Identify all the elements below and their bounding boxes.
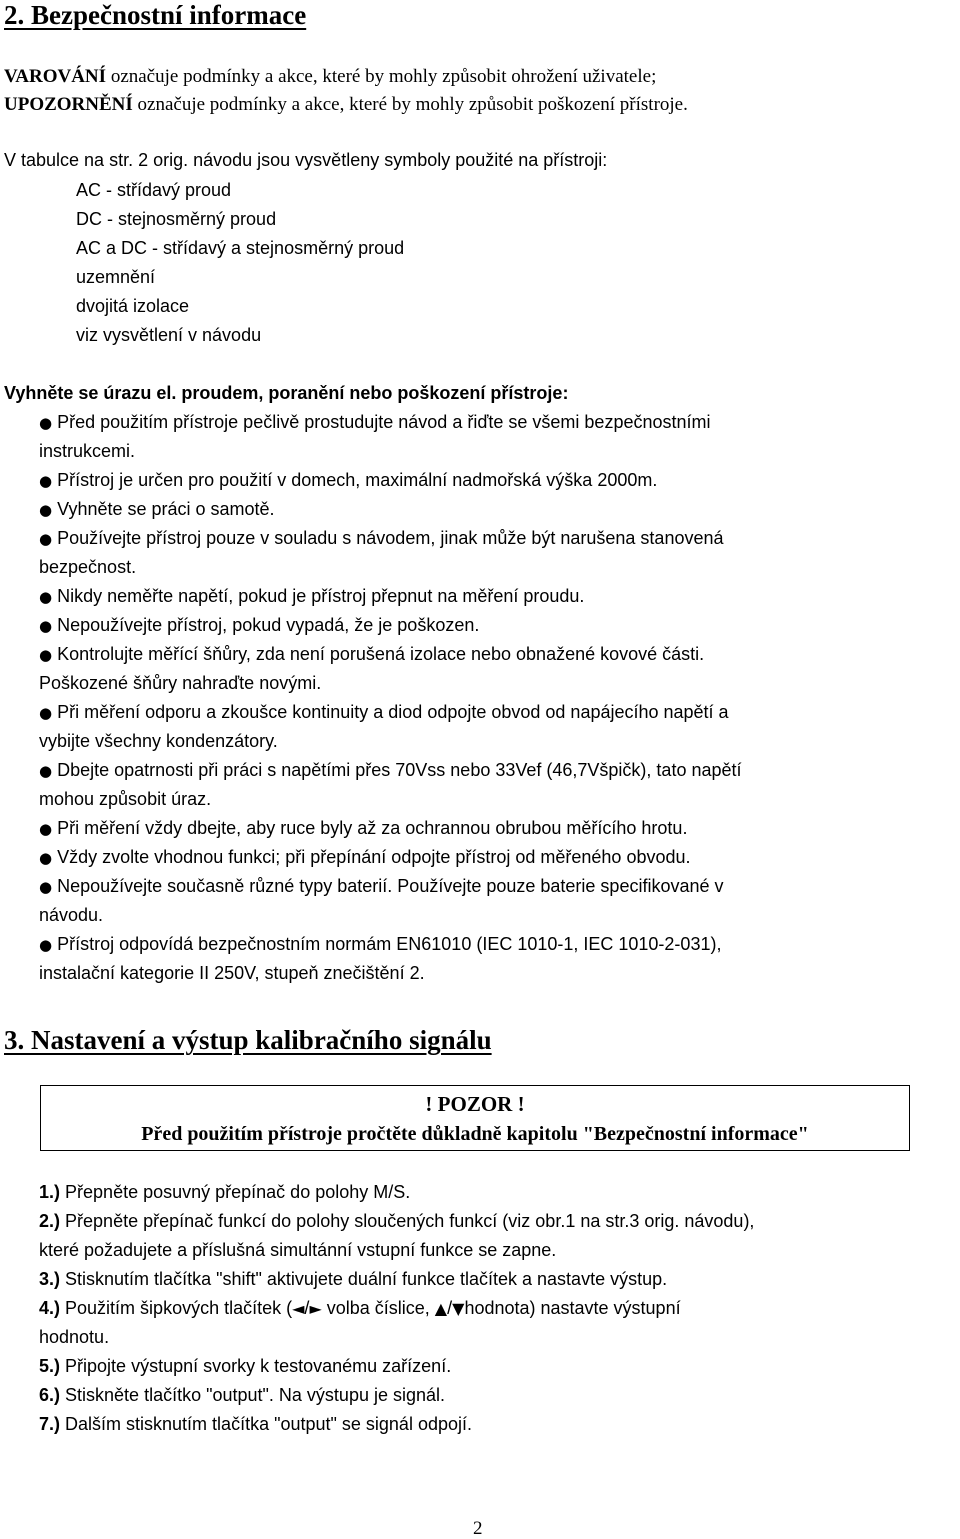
bullet-item: ● Vyhněte se práci o samotě. [39, 499, 275, 519]
step-number: 7.) [39, 1414, 61, 1434]
step-item: 2.) Přepněte přepínač funkcí do polohy sloučených funkcí (viz obr.1 na str.3 orig. návodu), [39, 1211, 755, 1231]
section-3-title: 3. Nastavení a výstup kalibračního signálu [4, 1025, 492, 1055]
caution-text: označuje podmínky a akce, které by mohly způsobit poškození přístroje. [132, 94, 688, 115]
bullet-item: ● Nepoužívejte přístroj, pokud vypadá, že je poškozen. [39, 615, 480, 635]
bullet-item: ● Kontrolujte měřící šňůry, zda není porušená izolace nebo obnažené kovové části. [39, 644, 705, 664]
bullet-item: ● Nikdy neměřte napětí, pokud je přístroj přepnut na měření proudu. [39, 586, 585, 606]
left-arrow-icon: ◄ [292, 1299, 305, 1318]
bullet-continuation: Poškozené šňůry nahraďte novými. [39, 673, 322, 693]
step-item: 1.) Přepněte posuvný přepínač do polohy M/S. [39, 1182, 411, 1202]
step-item: 6.) Stiskněte tlačítko "output". Na výstupu je signál. [39, 1385, 446, 1405]
bullet-icon: ● [39, 617, 53, 635]
bullet-icon: ● [39, 820, 53, 838]
step-continuation: hodnotu. [39, 1327, 110, 1347]
bullet-item: ● Přístroj je určen pro použití v domech, maximální nadmořská výška 2000m. [39, 470, 658, 490]
symbol-item: uzemnění [76, 267, 156, 287]
bullet-icon: ● [39, 936, 53, 954]
step-number: 2.) [39, 1211, 61, 1231]
step-number: 4.) [39, 1298, 61, 1318]
bullet-continuation: instalační kategorie II 250V, stupeň znečištění 2. [39, 963, 425, 983]
avoid-heading: Vyhněte se úrazu el. proudem, poranění nebo poškození přístroje: [4, 383, 569, 403]
section-2-title: 2. Bezpečnostní informace [4, 0, 307, 30]
step-number: 6.) [39, 1385, 61, 1405]
bullet-icon: ● [39, 472, 53, 490]
step-item: 5.) Připojte výstupní svorky k testovanému zařízení. [39, 1356, 452, 1376]
bullet-continuation: mohou způsobit úraz. [39, 789, 212, 809]
up-arrow-icon: ▲ [434, 1299, 448, 1318]
symbol-item: viz vysvětlení v návodu [76, 325, 262, 345]
symbol-item: DC - stejnosměrný proud [76, 209, 277, 229]
right-arrow-icon: ► [309, 1299, 322, 1318]
bullet-icon: ● [39, 588, 53, 606]
bullet-icon: ● [39, 704, 53, 722]
bullet-item: ● Při měření odporu a zkoušce kontinuity a diod odpojte obvod od napájecího napětí a [39, 702, 729, 722]
down-arrow-icon: ▼ [452, 1299, 465, 1318]
bullet-icon: ● [39, 501, 53, 519]
step-number: 5.) [39, 1356, 61, 1376]
page-number: 2 [473, 1518, 483, 1539]
bullet-item: ● Přístroj odpovídá bezpečnostním normám EN61010 (IEC 1010-1, IEC 1010-2-031), [39, 934, 722, 954]
bullet-icon: ● [39, 878, 53, 896]
step-item: 4.) Použitím šipkových tlačítek (◄/► volba číslice, ▲/▼hodnota) nastavte výstupní [39, 1298, 681, 1318]
bullet-icon: ● [39, 849, 53, 867]
warning-definition [4, 67, 656, 86]
notice-box [40, 1085, 910, 1151]
bullet-icon: ● [39, 762, 53, 780]
bullet-item: ● Vždy zvolte vhodnou funkci; při přepínání odpojte přístroj od měřeného obvodu. [39, 847, 691, 867]
warning-term: VAROVÁNÍ [4, 66, 107, 87]
bullet-icon: ● [39, 414, 53, 432]
bullet-item: ● Při měření vždy dbejte, aby ruce byly až za ochrannou obrubou měřícího hrotu. [39, 818, 688, 838]
step-item: 3.) Stisknutím tlačítka "shift" aktivujete duální funkce tlačítek a nastavte výstup. [39, 1269, 668, 1289]
warning-text: označuje podmínky a akce, které by mohly způsobit ohrožení uživatele; [106, 66, 657, 87]
notice-text: Před použitím přístroje pročtěte důkladně kapitolu "Bezpečnostní informace" [141, 1123, 809, 1145]
symbol-item: dvojitá izolace [76, 296, 190, 316]
symbols-intro: V tabulce na str. 2 orig. návodu jsou vysvětleny symboly použité na přístroji: [4, 150, 608, 170]
bullet-item: ● Před použitím přístroje pečlivě prostudujte návod a řiďte se všemi bezpečnostními [39, 412, 711, 432]
caution-definition [4, 95, 688, 114]
bullet-continuation: návodu. [39, 905, 104, 925]
bullet-continuation: vybijte všechny kondenzátory. [39, 731, 278, 751]
bullet-item: ● Dbejte opatrnosti při práci s napětími přes 70Vss nebo 33Vef (46,7Všpičk), tato napětí [39, 760, 742, 780]
step-number: 1.) [39, 1182, 61, 1202]
bullet-continuation: instrukcemi. [39, 441, 136, 461]
step-item: 7.) Dalším stisknutím tlačítka "output" se signál odpojí. [39, 1414, 472, 1434]
symbol-item: AC a DC - střídavý a stejnosměrný proud [76, 238, 405, 258]
step-continuation: které požadujete a příslušná simultánní vstupní funkce se zapne. [39, 1240, 557, 1260]
caution-term: UPOZORNĚNÍ [4, 94, 133, 115]
bullet-continuation: bezpečnost. [39, 557, 137, 577]
bullet-item: ● Používejte přístroj pouze v souladu s návodem, jinak může být narušena stanovená [39, 528, 724, 548]
bullet-icon: ● [39, 646, 53, 664]
symbol-item: AC - střídavý proud [76, 180, 232, 200]
step-number: 3.) [39, 1269, 61, 1289]
bullet-icon: ● [39, 530, 53, 548]
bullet-item: ● Nepoužívejte současně různé typy baterií. Používejte pouze baterie specifikované v [39, 876, 724, 896]
notice-title: ! POZOR ! [425, 1092, 525, 1116]
